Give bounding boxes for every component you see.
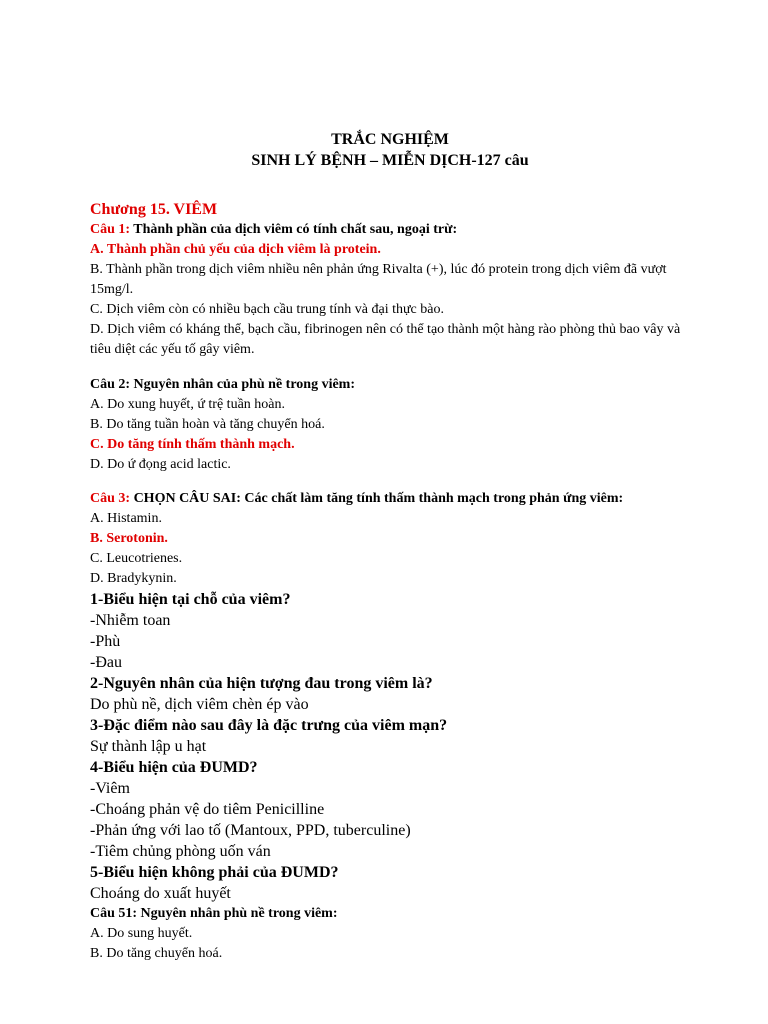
short-answer: -Nhiễm toan: [90, 612, 171, 629]
short-answer: -Phù: [90, 633, 121, 650]
q3-option-c: C. Leucotrienes.: [90, 551, 183, 566]
question-2: Câu 2: Nguyên nhân của phù nề trong viêm:: [90, 377, 356, 392]
q3-option-a: A. Histamin.: [90, 511, 162, 526]
q2-option-c: C. Do tăng tính thấm thành mạch.: [90, 437, 295, 452]
short-question-3: 3-Đặc điểm nào sau đây là đặc trưng của viêm mạn?: [90, 717, 448, 734]
q1-option-c: C. Dịch viêm còn có nhiều bạch cầu trung tính và đại thực bào.: [90, 302, 444, 317]
spacer: [90, 475, 690, 489]
short-answer: -Choáng phản vệ do tiêm Penicilline: [90, 801, 325, 818]
question-1: [90, 220, 690, 240]
doc-subtitle: SINH LÝ BỆNH – MIỄN DỊCH-127 câu: [251, 152, 529, 169]
q3-option-d: D. Bradykynin.: [90, 571, 177, 586]
q2-option-d: D. Do ứ đọng acid lactic.: [90, 457, 231, 472]
short-question-2: 2-Nguyên nhân của hiện tượng đau trong viêm là?: [90, 675, 433, 692]
q1-option-b: B. Thành phần trong dịch viêm nhiều nên phản ứng Rivalta (+), lúc đó protein trong dịch viêm đã vượt 15mg/l.: [90, 262, 667, 297]
short-question-4: 4-Biểu hiện của ĐUMD?: [90, 759, 258, 776]
spacer: [90, 360, 690, 375]
q51-option-a: A. Do sung huyết.: [90, 926, 193, 941]
question-3-text: CHỌN CÂU SAI: Các chất làm tăng tính thấm thành mạch trong phản ứng viêm:: [130, 491, 624, 506]
short-answer: Sự thành lập u hạt: [90, 738, 207, 755]
q2-option-b: B. Do tăng tuần hoàn và tăng chuyển hoá.: [90, 417, 325, 432]
short-question-1: 1-Biểu hiện tại chỗ của viêm?: [90, 591, 291, 608]
document-page: [90, 130, 690, 964]
question-51: Câu 51: Nguyên nhân phù nề trong viêm:: [90, 906, 338, 921]
question-1-label: Câu 1:: [90, 222, 131, 237]
q2-option-a: A. Do xung huyết, ứ trệ tuần hoàn.: [90, 397, 285, 412]
q3-option-b: B. Serotonin.: [90, 531, 168, 546]
short-answer: Do phù nề, dịch viêm chèn ép vào: [90, 696, 309, 713]
q51-option-b: B. Do tăng chuyển hoá.: [90, 946, 223, 961]
short-question-5: 5-Biểu hiện không phải của ĐUMD?: [90, 864, 339, 881]
question-3-label: Câu 3:: [90, 491, 131, 506]
short-answer: Choáng do xuất huyết: [90, 885, 231, 902]
q1-option-a: A. Thành phần chủ yếu của dịch viêm là protein.: [90, 242, 381, 257]
question-1-text: Thành phần của dịch viêm có tính chất sau, ngoại trừ:: [130, 222, 458, 237]
short-answer: -Tiêm chủng phòng uốn ván: [90, 843, 271, 860]
doc-title: TRẮC NGHIỆM: [331, 131, 449, 148]
short-answer: -Phản ứng với lao tố (Mantoux, PPD, tuberculine): [90, 822, 411, 839]
q1-option-d: D. Dịch viêm có kháng thể, bạch cầu, fibrinogen nên có thể tạo thành một hàng rào phòng thủ bao vây và tiêu diệt các yếu tố gây viêm.: [90, 322, 681, 357]
chapter-heading: Chương 15. VIÊM: [90, 201, 218, 218]
question-3: [90, 489, 690, 509]
short-answer: -Đau: [90, 654, 122, 671]
short-answer: -Viêm: [90, 780, 130, 797]
